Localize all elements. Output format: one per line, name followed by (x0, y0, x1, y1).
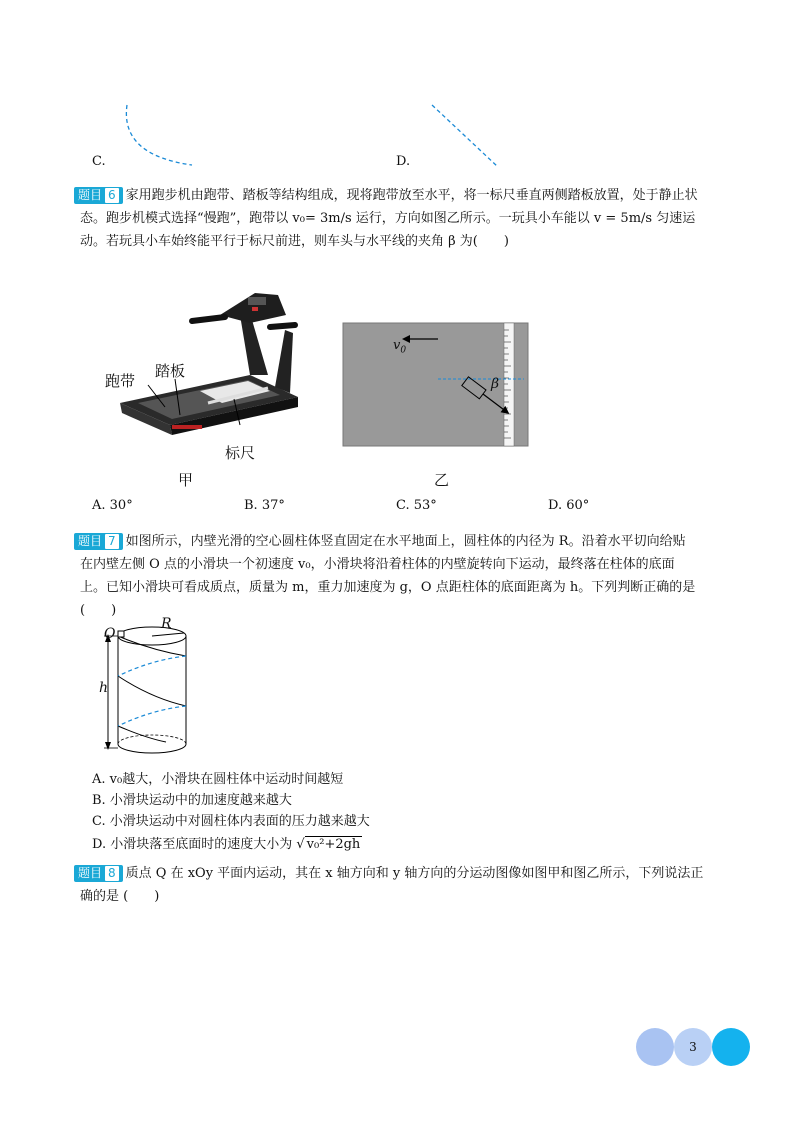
page-number-badge (674, 1028, 712, 1066)
option-c-curve (126, 105, 192, 165)
q7-line-1: 如图所示，内壁光滑的空心圆柱体竖直固定在水平地面上，圆柱体的内径为 R。沿着水平切向给贴 (125, 534, 686, 549)
q6-option-d: D. 60° (548, 498, 590, 513)
label-ruler: 标尺 (225, 444, 256, 462)
top-option-figures (90, 95, 510, 175)
q7-line-4: ( ) (80, 603, 117, 618)
beta-label: β (491, 376, 500, 392)
option-d-line (432, 105, 498, 167)
question-8 (74, 862, 724, 908)
q6-line-1: 家用跑步机由跑带、踏板等结构组成，现将跑带放至水平，将一标尺垂直两侧踏板放置，处于静止状 (125, 188, 698, 203)
page-circle-right (712, 1028, 750, 1066)
v0-label: $v_0$ (393, 338, 407, 356)
question-tag: 题目 8 (74, 865, 123, 882)
label-r: R (161, 616, 172, 632)
treadmill-figure (100, 275, 310, 445)
q6-line-2: 态。跑步机模式选择“慢跑”，跑带以 v₀= 3m/s 运行，方向如图乙所示。一玩具小车能以 v = 5m/s 匀速运 (80, 211, 696, 226)
q7-option-d: D. 小滑块落至底面时的速度大小为 √ v₀²+2gh (92, 837, 361, 852)
label-board: 踏板 (155, 362, 186, 380)
top-view-figure (342, 322, 532, 448)
q6-line-3: 动。若玩具小车始终能平行于标尺前进，则车头与水平线的夹角 β 为( ) (80, 234, 509, 249)
q7-line-3: 上。已知小滑块可看成质点，质量为 m，重力加速度为 g，O 点距柱体的底面距离为 h。下列判断正确的是 (80, 580, 696, 595)
sqrt-sign: √ (296, 837, 305, 852)
q6-option-a: A. 30° (92, 498, 133, 513)
label-h: h (99, 680, 109, 696)
q7-line-2: 在内壁左侧 O 点的小滑块一个初速度 v₀，小滑块将沿着柱体的内壁旋转向下运动，最终落在柱体的底面 (80, 557, 675, 572)
caption-yi: 乙 (434, 471, 450, 489)
q6-option-c: C. 53° (396, 498, 437, 513)
q8-line-2: 确的是 ( ) (80, 889, 160, 904)
top-option-c: C. (92, 154, 106, 169)
page-number: 3 (689, 1040, 697, 1054)
caption-jia: 甲 (178, 471, 194, 489)
top-option-d: D. (396, 154, 411, 169)
question-tag: 题目 6 (74, 187, 123, 204)
question-6 (74, 184, 724, 253)
q7-option-b: B. 小滑块运动中的加速度越来越大 (92, 793, 292, 808)
q7-option-a: A. v₀越大，小滑块在圆柱体中运动时间越短 (92, 772, 344, 787)
q8-line-1: 质点 Q 在 xOy 平面内运动，其在 x 轴方向和 y 轴方向的分运动图像如图甲和图乙所示，下列说法正 (125, 866, 704, 881)
page-circle-left (636, 1028, 674, 1066)
q6-option-b: B. 37° (244, 498, 285, 513)
label-o: O (104, 626, 116, 642)
question-7 (74, 530, 724, 622)
sqrt-expression: v₀²+2gh (306, 837, 361, 852)
question-tag: 题目 7 (74, 533, 123, 550)
label-belt: 跑带 (105, 372, 136, 390)
q7-option-c: C. 小滑块运动中对圆柱体内表面的压力越来越大 (92, 814, 370, 829)
